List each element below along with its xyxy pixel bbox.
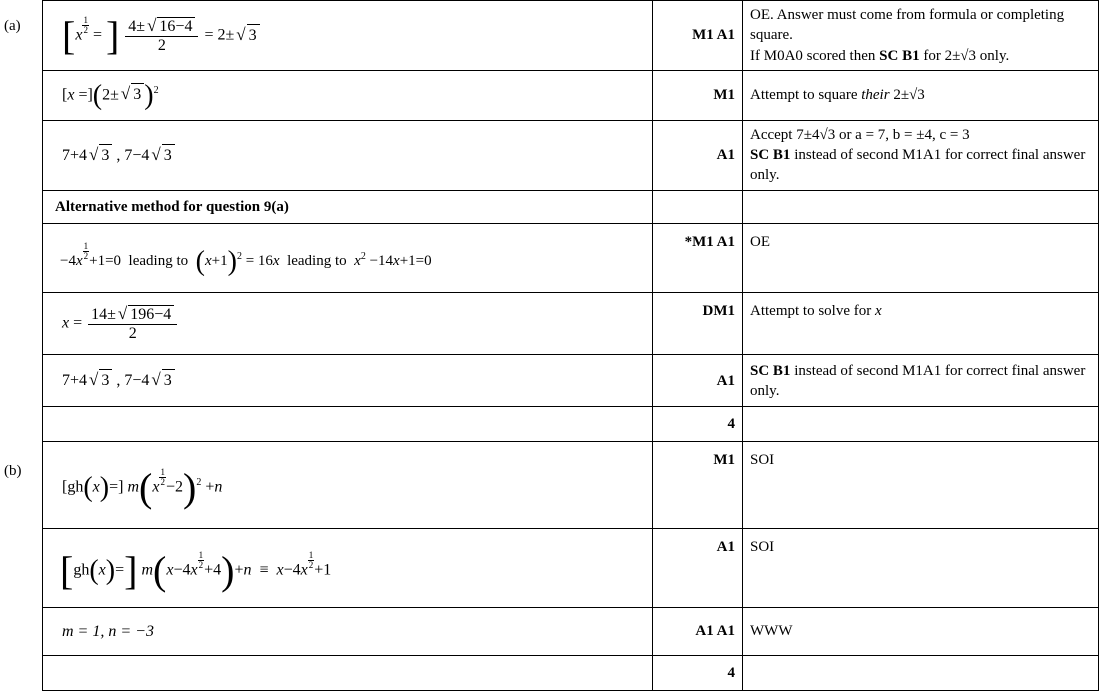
notes-cell-a-total	[743, 407, 1099, 442]
note-line: SOI	[750, 452, 775, 469]
note-code: SC B1	[879, 47, 920, 64]
note-line	[750, 361, 1091, 402]
note-variable: x	[874, 303, 882, 320]
table-row	[43, 1, 1099, 71]
notes-cell-b-total	[743, 656, 1099, 691]
working-cell-a1: [x $^{\frac{1}{2}}$ = ] $\frac{4\pm √ 16-4}{2}$ = 2± √ 3	[43, 1, 653, 71]
note-text: If M0A0 scored then	[750, 47, 880, 64]
note-line: OE	[750, 233, 770, 250]
marks-cell-alt-header	[653, 190, 743, 223]
notes-cell-b2	[743, 528, 1099, 607]
notes-cell-a1	[743, 1, 1099, 71]
marks-total-b: 4	[653, 656, 743, 691]
table-row-total	[43, 656, 1099, 691]
table-row	[43, 607, 1099, 656]
note-text: for 2±√3 only.	[919, 47, 1010, 64]
working-cell-a3: 7+4 √ 3 , 7−4 √ 3	[43, 120, 653, 190]
working-cell-a6: 7+4 √ 3 , 7−4 √ 3	[43, 355, 653, 407]
working-cell-a-total	[43, 407, 653, 442]
working-cell-a2: [x =](2± √ 3 )$^2$	[43, 70, 653, 120]
notes-cell-a2	[743, 70, 1099, 120]
marks-cell-a6: A1	[653, 355, 743, 407]
marks-cell-a2: M1	[653, 70, 743, 120]
table-row	[43, 70, 1099, 120]
notes-cell-a6	[743, 355, 1099, 407]
marks-total-a: 4	[653, 407, 743, 442]
note-line: Accept 7±4√3 or a = 7, b = ±4, c = 3	[750, 126, 970, 143]
table-row-alt-header	[43, 190, 1099, 223]
marks-cell-a3: A1	[653, 120, 743, 190]
marks-cell-a1: M1 A1	[653, 1, 743, 71]
note-text: Attempt to square	[750, 87, 862, 104]
marks-cell-b3: A1 A1	[653, 607, 743, 656]
table-row	[43, 442, 1099, 529]
notes-cell-a3	[743, 120, 1099, 190]
table-row	[43, 355, 1099, 407]
table-row	[43, 293, 1099, 355]
note-line	[750, 301, 1091, 321]
table-row	[43, 528, 1099, 607]
working-cell-a5: x = $\frac{14\pm √ 196-4}{2}$	[43, 293, 653, 355]
notes-cell-a5	[743, 293, 1099, 355]
working-cell-b3	[43, 607, 653, 656]
working-cell-b1: [gh(x)=] m(x $^{\frac{1}{2}}$ −2)$^2$ +n	[43, 442, 653, 529]
note-text: instead of second M1A1 for correct final answer only.	[750, 362, 1086, 399]
working-cell-a4: −4x $^{\frac{1}{2}}$ +1=0 leading to $(x+1)^2 = 16x$ leading to $x^2 -14x+1=0$	[43, 223, 653, 292]
note-text: 2±√3	[889, 87, 925, 104]
table-row	[43, 120, 1099, 190]
working-cell-b2: [gh(x)=] m(x−4x $^{\frac{1}{2}}$ +4)+n ≡ x−4x $^{\frac{1}{2}}$ +1	[43, 528, 653, 607]
part-label-a: (a)	[4, 18, 21, 34]
marks-cell-b1: M1	[653, 442, 743, 529]
alt-method-header: Alternative method for question 9(a)	[43, 190, 653, 223]
working-cell-b-total	[43, 656, 653, 691]
note-text: instead of second M1A1 for correct final answer only.	[750, 147, 1086, 184]
note-line	[750, 85, 1091, 105]
note-code: SC B1	[750, 362, 791, 379]
note-line: OE. Answer must come from formula or completing square.	[750, 7, 1065, 44]
note-emphasis: their	[861, 87, 890, 104]
marks-cell-b2: A1	[653, 528, 743, 607]
note-line: WWW	[750, 623, 793, 640]
mark-scheme-table	[42, 0, 1099, 691]
notes-cell-b1	[743, 442, 1099, 529]
notes-cell-b3	[743, 607, 1099, 656]
note-line	[750, 145, 1091, 186]
note-line: SOI	[750, 538, 775, 555]
note-line	[750, 46, 1091, 66]
b3-working-text: m = 1, n = −3	[62, 622, 154, 640]
note-code: SC B1	[750, 147, 791, 164]
note-text: Attempt to solve for	[750, 303, 875, 320]
part-label-b: (b)	[4, 463, 22, 479]
table-row	[43, 223, 1099, 292]
marks-cell-a4: *M1 A1	[653, 223, 743, 292]
marks-cell-a5: DM1	[653, 293, 743, 355]
notes-cell-alt-header	[743, 190, 1099, 223]
table-row-total	[43, 407, 1099, 442]
notes-cell-a4	[743, 223, 1099, 292]
